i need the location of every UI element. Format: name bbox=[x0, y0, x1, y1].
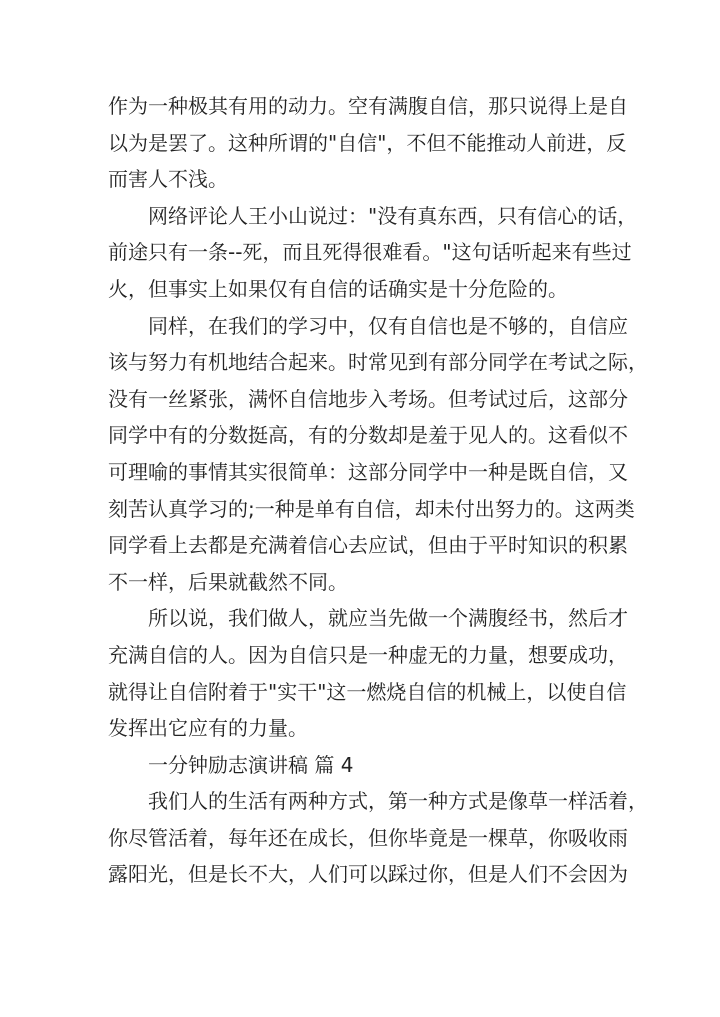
text-line: 露阳光，但是长不大，人们可以踩过你，但是人们不会因为 bbox=[108, 862, 628, 887]
text-line: 刻苦认真学习的;一种是单有自信，却未付出努力的。这两类 bbox=[108, 496, 635, 521]
text-line: 同学中有的分数挺高，有的分数却是羞于见人的。这看似不 bbox=[108, 423, 628, 448]
document-page bbox=[108, 88, 648, 893]
paragraph bbox=[108, 308, 648, 601]
text-line: 发挥出它应有的力量。 bbox=[108, 716, 308, 741]
paragraph bbox=[108, 600, 628, 746]
paragraph bbox=[108, 88, 628, 198]
paragraph bbox=[108, 198, 638, 308]
text-line: 网络评论人王小山说过："没有真东西，只有信心的话， bbox=[148, 203, 638, 228]
text-line: 你尽管活着，每年还在成长，但你毕竟是一棵草，你吸收雨 bbox=[108, 825, 628, 850]
heading-text: 一分钟励志演讲稿 篇 4 bbox=[148, 752, 354, 777]
text-line: 可理喻的事情其实很简单：这部分同学中一种是既自信，又 bbox=[108, 459, 628, 484]
text-line: 同样，在我们的学习中，仅有自信也是不够的，自信应 bbox=[148, 313, 628, 338]
text-line: 就得让自信附着于"实干"这一燃烧自信的机械上，以使自信 bbox=[108, 679, 627, 704]
text-line: 以为是罢了。这种所谓的"自信"，不但不能推动人前进，反 bbox=[108, 130, 627, 155]
text-line: 同学看上去都是充满着信心去应试，但由于平时知识的积累 bbox=[108, 533, 628, 558]
text-line: 没有一丝紧张，满怀自信地步入考场。但考试过后，这部分 bbox=[108, 386, 628, 411]
text-line: 充满自信的人。因为自信只是一种虚无的力量，想要成功， bbox=[108, 642, 628, 667]
text-line: 不一样，后果就截然不同。 bbox=[108, 569, 348, 594]
text-line: 我们人的生活有两种方式，第一种方式是像草一样活着， bbox=[148, 789, 648, 814]
text-line: 该与努力有机地结合起来。时常见到有部分同学在考试之际， bbox=[108, 350, 648, 375]
text-line: 火，但事实上如果仅有自信的话确实是十分危险的。 bbox=[108, 276, 568, 301]
section-heading bbox=[108, 747, 612, 784]
text-line: 而害人不浅。 bbox=[108, 167, 228, 192]
text-line: 前途只有一条--死，而且死得很难看。"这句话听起来有些过 bbox=[108, 240, 632, 265]
text-line: 作为一种极其有用的动力。空有满腹自信，那只说得上是自 bbox=[108, 94, 628, 118]
text-line: 所以说，我们做人，就应当先做一个满腹经书，然后才 bbox=[148, 606, 628, 631]
paragraph bbox=[108, 783, 648, 893]
